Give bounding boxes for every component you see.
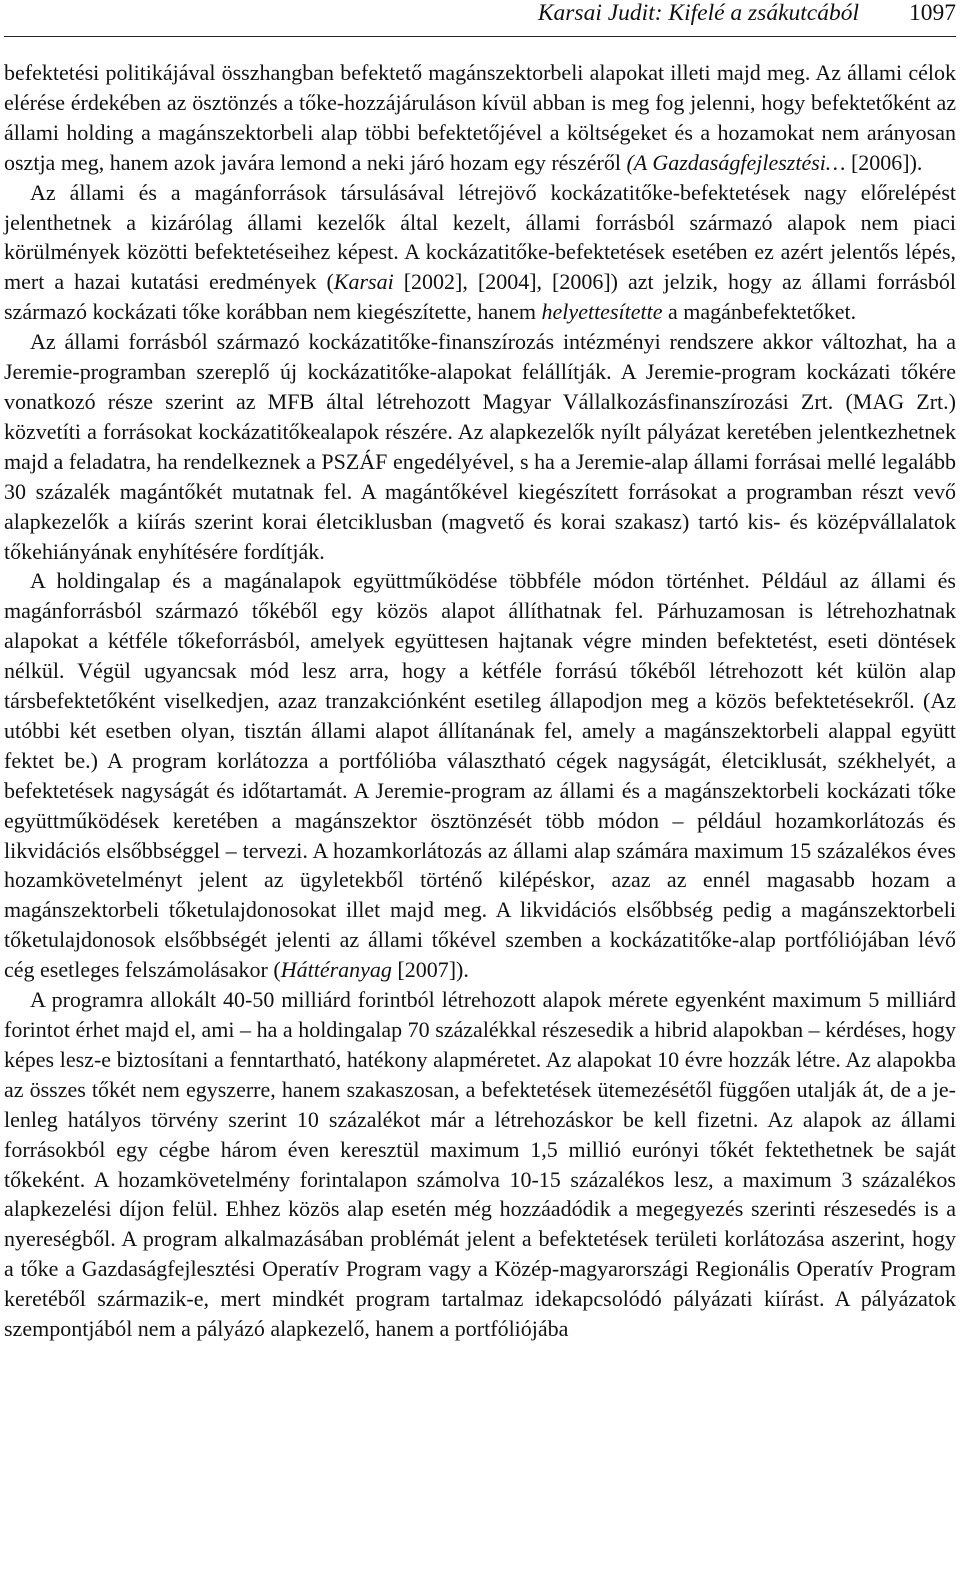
italic-text: Háttéranyag (280, 957, 392, 983)
paragraph-text: befektetési politikájával összhangban befektető magánszektorbeli alapokat illeti majd meg. Az állami célok elérése érdekében az ösztönzés a tőke-hozzájáruláson kívül abban is meg fog jelenni, hogy befektetőként az állami holding a magánszektorbeli alap többi befektetőjével a költségeket és a hozamokat nem arányosan osztja meg, hanem azok javára lemond a neki járó hozam egy részéről (4, 60, 956, 175)
paragraph (4, 58, 956, 178)
paragraph-text: a magánbefektetőket. (662, 299, 857, 325)
paragraph (4, 985, 956, 1344)
article-body (4, 58, 956, 1344)
paragraph-text: A programra allokált 40-50 milliárd forintból létrehozott alapok mérete egyenként maximum 5 milliárd forintot érhet majd el, ami – ha a holdingalap 70 százalékkal részesedik a hibrid alapokban – kérdéses, hogy képes lesz-e biztosítani a fenntartható, hatékony alapméretet. Az alapokat 10 évre hozzák létre. Az alapokba az összes tőkét nem egyszerre, hanem szakaszosan, a befektetések ütemezésétől függően utalják át, de a jelenleg hatályos törvény szerint 10 százalékot már a létrehozáskor be kell fizetni. Az alapok az állami forrásokból egy cégbe három éven keresztül maximum 1,5 millió eurónyi tőkét fektethetnek be saját tőkeként. A hozamkövetelmény forintalapon számolva 10-15 százalékos lesz, a maximum 3 százalékos alapkezelési díjon felül. Ehhez közös alap esetén még hozzáadódik a megegyezés szerinti részesedés is a nyereségből. A program alkalmazásában problémát jelent a befektetések területi korlátozása aszerint, hogy a tőke a Gazdaságfejlesztési Operatív Program vagy a Közép-magyarországi Regionális Operatív Program keretéből származik-e, mert mindkét program tartalmaz idekapcsolódó pályázati kiírást. A pályázatok szempontjából nem a pályázó alapkezelő, hanem a portfóliójába (4, 987, 956, 1342)
paragraph-text: Az állami és a magánforrások társulásával létrejövő kockázatitőke-befektetések nagy előrelépést jelenthetnek a kizárólag állami kezelők által kezelt, állami forrásból származó alapok nem piaci körülmények közötti befektetéseihez képest. A kockázatitőke-befektetések esetében ez azért jelentős lépés, mert a hazai kutatási eredmények ( (4, 179, 956, 295)
italic-text: Karsai (333, 269, 394, 295)
paragraph-text: [2006]). (845, 149, 923, 175)
paragraph (4, 566, 956, 985)
paragraph (4, 327, 956, 566)
paragraph (4, 178, 956, 328)
paragraph-text: [2002], [2004], [2006]) azt jelzik, hogy az állami forrásból származó kockázati tőke korábban nem kiegészítette, hanem (4, 269, 956, 325)
paragraph-text: A holdingalap és a magánalapok együttműködése többféle módon történhet. Például az állami és magánforrásból származó tőkéből egy közös alapot állíthatnak fel. Párhuzamosan is létrehozhatnak alapokat a kétféle tőkeforrásból, amelyek együttesen hajtanak végre minden befektetést, eseti döntések nélkül. Végül ugyancsak mód lesz arra, hogy a kétféle forrású tőkéből létrehozott két külön alap társbefektetőként viselkedjen, azaz tranzakciónként esetileg állapodjon meg a közös befektetésekről. (Az utóbbi két esetben olyan, tisztán állami alapot állítanának fel, amely a magánszektorbeli alappal együtt fektet be.) A program korlátozza a portfólióba választható cégek nagyságát, életciklusát, székhelyét, a befektetések nagyságát és időtartamát. A Jeremie-program az állami és a magánszektorbeli kockázati tőke együttműködések keretében a magánszektor ösztönzését több módon – például hozamkorlátozás és likvidációs elsőbbséggel – tervezi. A hozamkorlátozás az állami alap számára maximum 15 százalékos éves hozamkövetelményt jelent az ügyletekből történő kilépéskor, azaz az ennél magasabb hozam a magánszektorbeli tőketulajdonosokat illet majd meg. A likvidációs elsőbbség pedig a magánszektorbeli tőketulajdonosok elsőbbségét jelenti az állami tőkével szemben a kockázatitőke-alap portfóliójában lévő cég esetleges felszámolásakor ( (4, 568, 956, 983)
italic-text: (A Gazdaságfejlesztési… (626, 149, 846, 175)
paragraph-text: Az állami forrásból származó kockázatitőke-finanszírozás intézményi rendszere akkor változhat, ha a Jeremie-programban szereplő új kockázatitőke-alapokat felállítják. A Jeremie-program kockázati tőkére vonatkozó része szerint az MFB által létrehozott Magyar Vállalkozásfinanszírozási Zrt. (MAG Zrt.) közvetíti a forrásokat kockázatitőkealapok részére. Az alapkezelők nyílt pályázat keretében jelentkezhetnek majd a feladatra, ha rendelkeznek a PSZÁF engedélyével, s ha a Jeremie-alap állami forrásai mellé legalább 30 százalék magántőkét mutatnak fel. A magántőkével kiegészített forrásokat a programban részt vevő alapkezelők a kiírás szerint korai életciklusban (magvető és korai szakasz) tartó kis- és középvállalatok tőkehiányának enyhítésére fordítják. (4, 329, 956, 564)
header-rule (4, 36, 956, 37)
italic-text: helyettesítette (541, 299, 663, 325)
running-title: Karsai Judit: Kifelé a zsákutcából (537, 0, 859, 26)
page-number: 1097 (909, 0, 956, 26)
paragraph-text: [2007]). (391, 957, 469, 983)
running-header (4, 0, 956, 30)
